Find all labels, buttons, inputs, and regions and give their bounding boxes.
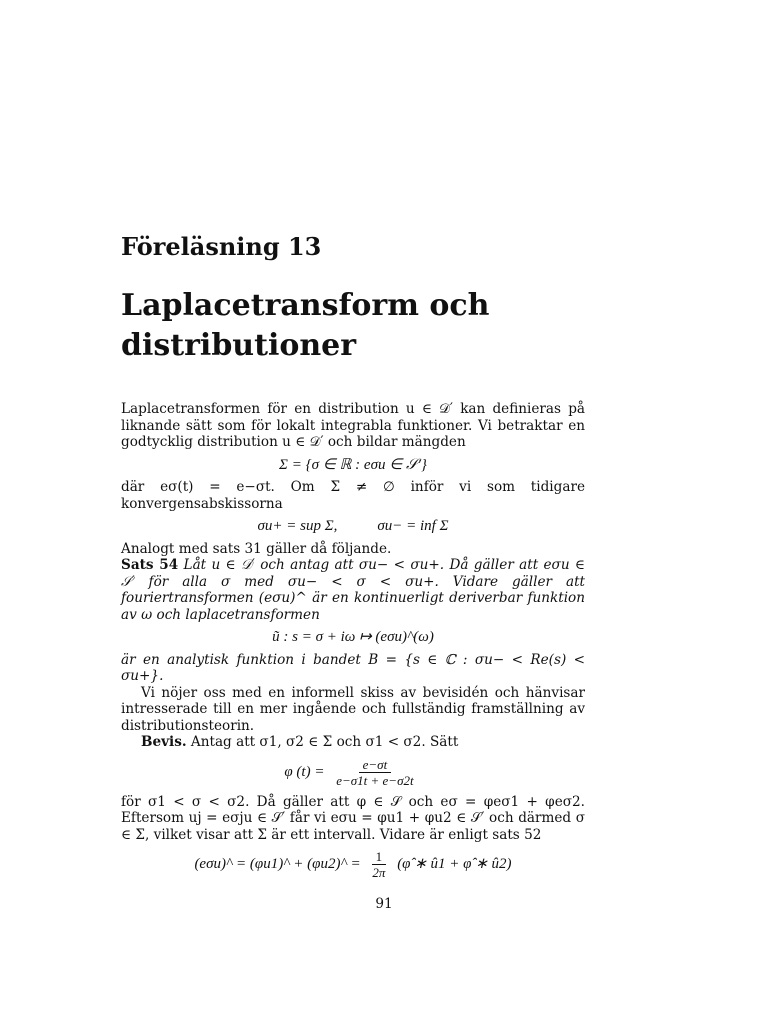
equation-phi [121,757,585,788]
fourier-rhs: (φ̂ ∗ û1 + φ̂ ∗ û2) [397,855,512,872]
abscissa-sup: σu+ = sup Σ, [257,518,338,534]
definition-paragraph: där eσ(t) = e−σt. Om Σ ≠ ∅ inför vi som tidigare konvergensabskissorna [121,479,585,512]
phi-fraction [332,757,417,788]
theorem-statement [121,557,585,623]
lecture-label: Föreläsning 13 [121,232,322,261]
equation-fourier [121,849,585,880]
phi-numerator: e−σt [359,757,392,773]
sketch-paragraph: Vi nöjer oss med en informell skiss av bevisidén och hänvisar intresserade till en mer ingående och fullständig framställning av distributionsteorin. [121,684,585,734]
fourier-fraction [368,849,389,880]
abscissa-inf: σu− = inf Σ [377,518,449,534]
theorem-conclusion: är en analytisk funktion i bandet B = {s ∈ ℂ : σu− < Re(s) < σu+}. [121,651,585,684]
proof-text: Antag att σ1, σ2 ∈ Σ och σ1 < σ2. Sätt [190,734,459,750]
chapter-title: Laplacetransform och distributioner [121,288,490,363]
fourier-numerator: 1 [372,849,387,865]
page-number: 91 [375,896,393,912]
interval-paragraph: för σ1 < σ < σ2. Då gäller att φ ∈ 𝒮 och eσ = φeσ1 + φeσ2. Eftersom uj = eσju ∈ 𝒮′ får vi eσu = φu1 + φu2 ∈ 𝒮′ och därmed σ ∈ Σ, vilket visar att Σ är ett intervall. Vidare är enligt sats 52 [121,793,585,843]
analog-paragraph: Analogt med sats 31 gäller då följande. [121,540,392,557]
proof-paragraph [121,734,585,751]
equation-laplace-transform: ũ : s = σ + iω ↦ (eσu)^(ω) [272,629,434,645]
fourier-lhs: (eσu)^ = (φu1)^ + (φu2)^ = [194,855,361,872]
equation-abscissas [121,518,585,535]
theorem-text: Låt u ∈ 𝒟′ och antag att σu− < σu+. Då gäller att eσu ∈ 𝒮′ för alla σ med σu− < σ < σu+. Vidare gäller att fouriertransformen (eσu)^ är en kontinuerligt deriverbar funktion av ω och laplacetransformen [121,557,585,623]
proof-label: Bevis. [141,734,187,750]
intro-paragraph: Laplacetransformen för en distribution u ∈ 𝒟′ kan definieras på liknande sätt som för lokalt integrabla funktioner. Vi betraktar en godtycklig distribution u ∈ 𝒟′ och bildar mängden [121,401,585,450]
fourier-denominator: 2π [372,865,386,880]
phi-lhs: φ (t) = [284,763,325,780]
body-text [121,401,585,886]
theorem-label: Sats 54 [121,557,179,573]
phi-denominator: e−σ1t + e−σ2t [336,772,414,788]
equation-sigma-set: Σ = {σ ∈ ℝ : eσu ∈ 𝒮′} [279,456,427,473]
